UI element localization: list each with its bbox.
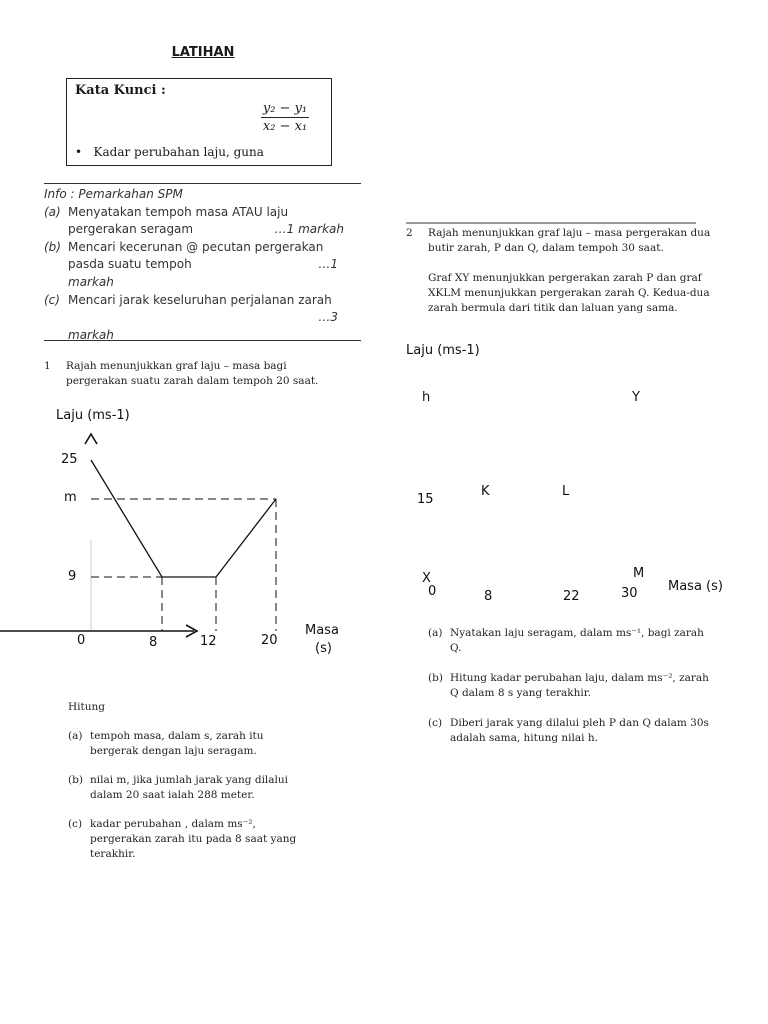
part-label: (a) [428, 627, 443, 639]
q2-tick-0: 0 [428, 584, 437, 599]
scoring-item-label: (c) [44, 292, 60, 307]
scoring-item-label: (b) [44, 239, 61, 254]
q2-tick-22: 22 [563, 589, 580, 604]
key-words-heading: Kata Kunci : [75, 83, 166, 98]
formula-numerator: y₂ − y₁ [262, 101, 308, 116]
q2-tick-8: 8 [484, 589, 493, 604]
q1-part-a [68, 729, 308, 759]
scoring-item-mark-unit: markah [68, 327, 114, 342]
q1-x-axis-unit: (s) [315, 641, 332, 656]
question-text: Rajah menunjukkan graf laju – masa pergerakan dua butir zarah, P dan Q, dalam tempoh 30 saat. [428, 227, 711, 254]
q2-x-axis-label: Masa (s) [668, 579, 723, 594]
question-text: Rajah menunjukkan graf laju – masa bagi pergerakan suatu zarah dalam tempoh 20 saat. [66, 360, 319, 387]
q2-point-K: K [481, 484, 490, 499]
scoring-item-mark: …3 [318, 310, 338, 325]
q1-x-tick-12: 12 [200, 634, 217, 649]
part-label: (c) [68, 818, 83, 830]
part-label: (b) [68, 774, 83, 786]
q1-y-arrow [85, 434, 97, 444]
scoring-item-text: Mencari jarak keseluruhan perjalanan zarah [68, 292, 332, 307]
question-1-parts [68, 700, 308, 862]
scoring-item-mark-unit: markah [68, 274, 114, 289]
part-text: Hitung kadar perubahan laju, dalam ms⁻², zarah Q dalam 8 s yang terakhir. [450, 672, 709, 699]
q1-x-tick-8: 8 [149, 635, 158, 650]
q2-point-M: M [633, 566, 645, 581]
q1-part-b [68, 773, 308, 803]
question-text-2: Graf XY menunjukkan pergerakan zarah P dan graf XKLM menunjukkan pergerakan zarah Q. Kedua-dua zarah bermula dari titik dan laluan yang sama. [428, 272, 710, 314]
q2-point-Y: Y [632, 390, 640, 405]
q2-label-15: 15 [417, 492, 434, 507]
q2-part-a [428, 626, 718, 656]
q2-point-L: L [562, 484, 570, 499]
part-text: tempoh masa, dalam s, zarah itu bergerak dengan laju seragam. [90, 730, 264, 757]
key-words-bullet: • Kadar perubahan laju, guna [75, 145, 264, 159]
page-title: LATIHAN [171, 45, 235, 60]
hitung-label: Hitung [68, 701, 105, 713]
scoring-info-heading: Info : Pemarkahan SPM [44, 187, 183, 201]
key-words-bullet-text: Kadar perubahan laju, guna [93, 145, 264, 159]
q1-x-tick-20: 20 [261, 633, 278, 648]
scoring-item-mark: …1 [318, 257, 338, 272]
q1-speed-line [91, 460, 276, 577]
q2-y-axis-label: Laju (ms-1) [406, 343, 480, 358]
scoring-item-text: Menyatakan tempoh masa ATAU laju pergerakan seragam [68, 204, 289, 237]
question-number: 2 [406, 227, 413, 239]
q2-tick-30: 30 [621, 586, 638, 601]
formula-denominator: x₂ − x₁ [262, 119, 308, 134]
q2-point-X: X [422, 571, 431, 586]
part-text: Diberi jarak yang dilalui pleh P dan Q dalam 30s adalah sama, hitung nilai h. [450, 717, 709, 744]
scoring-item-mark: …1 markah [274, 222, 344, 237]
part-text: nilai m, jika jumlah jarak yang dilalui dalam 20 saat ialah 288 meter. [90, 774, 289, 801]
q2-label-h: h [422, 390, 431, 405]
question-number: 1 [44, 360, 51, 372]
part-text: kadar perubahan , dalam ms⁻², pergerakan zarah itu pada 8 saat yang terakhir. [90, 818, 297, 860]
q1-y-tick-m: m [64, 490, 77, 505]
scoring-item-label: (a) [44, 204, 61, 219]
q1-part-c [68, 817, 308, 862]
q1-y-tick-25: 25 [61, 452, 78, 467]
q1-x-tick-0: 0 [77, 633, 86, 648]
question-2-intro [406, 226, 726, 316]
q2-part-c [428, 716, 718, 746]
part-label: (c) [428, 717, 443, 729]
q1-x-axis-label: Masa [305, 623, 339, 638]
part-text: Nyatakan laju seragam, dalam ms⁻¹, bagi zarah Q. [450, 627, 704, 654]
question-2-parts [428, 626, 718, 746]
q1-y-tick-9: 9 [68, 569, 77, 584]
q1-y-axis-label: Laju (ms-1) [56, 408, 130, 423]
q2-part-b [428, 671, 718, 701]
part-label: (b) [428, 672, 443, 684]
part-label: (a) [68, 730, 83, 742]
scoring-item-text: Mencari kecerunan @ pecutan pergerakan pasda suatu tempoh [68, 239, 324, 272]
